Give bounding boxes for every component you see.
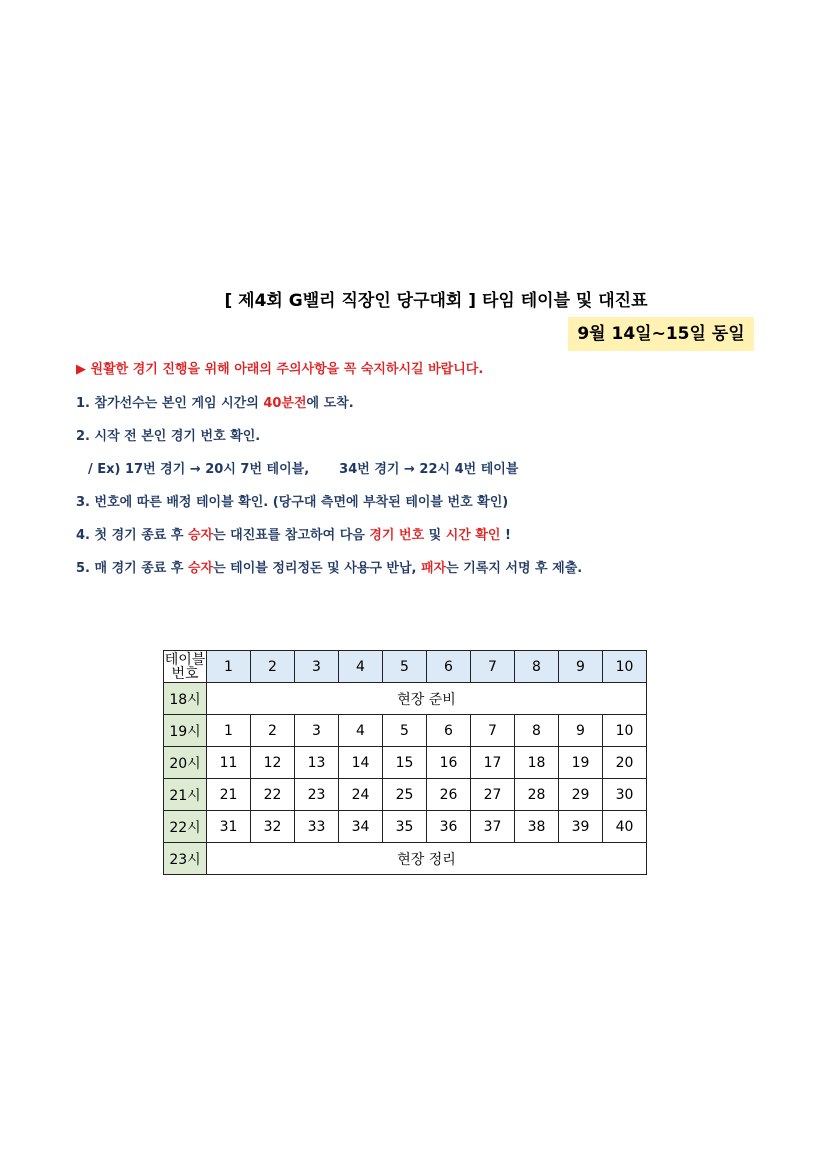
game-cell: 14 — [339, 747, 383, 779]
game-cell: 4 — [339, 715, 383, 747]
table-row — [164, 811, 647, 843]
game-cell: 15 — [383, 747, 427, 779]
table-header-1: 1 — [207, 651, 251, 683]
table-row — [164, 683, 647, 715]
game-cell: 28 — [515, 779, 559, 811]
game-cell: 7 — [471, 715, 515, 747]
rule-1: 1. 참가선수는 본인 게임 시간의 40분전에 도착. — [76, 396, 354, 411]
game-cell: 18 — [515, 747, 559, 779]
table-header-6: 6 — [427, 651, 471, 683]
table-header-2: 2 — [251, 651, 295, 683]
rule-4: 4. 첫 경기 종료 후 승자는 대진표를 참고하여 다음 경기 번호 및 시간 확인 ! — [76, 528, 511, 543]
table-row — [164, 843, 647, 875]
corner-label-line1: 테이블 — [164, 651, 206, 668]
table-header-3: 3 — [295, 651, 339, 683]
time-cell: 23시 — [164, 843, 207, 875]
game-cell: 12 — [251, 747, 295, 779]
game-cell: 31 — [207, 811, 251, 843]
notice-line: ▶ 원활한 경기 진행을 위해 아래의 주의사항을 꼭 숙지하시길 바랍니다. — [76, 362, 484, 377]
game-cell: 13 — [295, 747, 339, 779]
game-cell: 37 — [471, 811, 515, 843]
time-cell: 20시 — [164, 747, 207, 779]
game-cell: 24 — [339, 779, 383, 811]
table-row — [164, 715, 647, 747]
date-badge: 9월 14일~15일 동일 — [568, 317, 754, 351]
game-cell: 21 — [207, 779, 251, 811]
table-header-4: 4 — [339, 651, 383, 683]
table-header-8: 8 — [515, 651, 559, 683]
span-cell: 현장 준비 — [207, 683, 647, 715]
schedule-body — [164, 651, 647, 875]
game-cell: 17 — [471, 747, 515, 779]
time-cell: 19시 — [164, 715, 207, 747]
page-title: [ 제4회 G밸리 직장인 당구대회 ] 타임 테이블 및 대진표 — [224, 291, 648, 311]
table-header-5: 5 — [383, 651, 427, 683]
game-cell: 22 — [251, 779, 295, 811]
game-cell: 6 — [427, 715, 471, 747]
time-cell: 18시 — [164, 683, 207, 715]
game-cell: 11 — [207, 747, 251, 779]
game-cell: 1 — [207, 715, 251, 747]
game-cell: 5 — [383, 715, 427, 747]
span-cell: 현장 정리 — [207, 843, 647, 875]
game-cell: 8 — [515, 715, 559, 747]
game-cell: 30 — [603, 779, 647, 811]
table-row — [164, 747, 647, 779]
game-cell: 38 — [515, 811, 559, 843]
game-cell: 16 — [427, 747, 471, 779]
table-header-9: 9 — [559, 651, 603, 683]
game-cell: 23 — [295, 779, 339, 811]
game-cell: 2 — [251, 715, 295, 747]
rule-2-example: / Ex) 17번 경기 → 20시 7번 테이블, 34번 경기 → 22시 4번 테이블 — [88, 462, 519, 477]
table-header-10: 10 — [603, 651, 647, 683]
game-cell: 39 — [559, 811, 603, 843]
game-cell: 34 — [339, 811, 383, 843]
time-cell: 22시 — [164, 811, 207, 843]
time-cell: 21시 — [164, 779, 207, 811]
table-row — [164, 779, 647, 811]
rule-2: 2. 시작 전 본인 경기 번호 확인. — [76, 429, 261, 444]
rule-3: 3. 번호에 따른 배정 테이블 확인. (당구대 측면에 부착된 테이블 번호 확인) — [76, 495, 509, 510]
game-cell: 20 — [603, 747, 647, 779]
game-cell: 40 — [603, 811, 647, 843]
game-cell: 10 — [603, 715, 647, 747]
game-cell: 26 — [427, 779, 471, 811]
game-cell: 36 — [427, 811, 471, 843]
game-cell: 29 — [559, 779, 603, 811]
game-cell: 25 — [383, 779, 427, 811]
game-cell: 9 — [559, 715, 603, 747]
game-cell: 27 — [471, 779, 515, 811]
game-cell: 35 — [383, 811, 427, 843]
game-cell: 32 — [251, 811, 295, 843]
game-cell: 3 — [295, 715, 339, 747]
game-cell: 33 — [295, 811, 339, 843]
corner-label-line2: 번호 — [171, 665, 199, 682]
table-number-header — [164, 651, 207, 683]
table-header-7: 7 — [471, 651, 515, 683]
schedule-table — [163, 650, 647, 875]
game-cell: 19 — [559, 747, 603, 779]
header-row — [164, 651, 647, 683]
rule-5: 5. 매 경기 종료 후 승자는 테이블 정리정돈 및 사용구 반납, 패자는 기록지 서명 후 제출. — [76, 561, 583, 576]
